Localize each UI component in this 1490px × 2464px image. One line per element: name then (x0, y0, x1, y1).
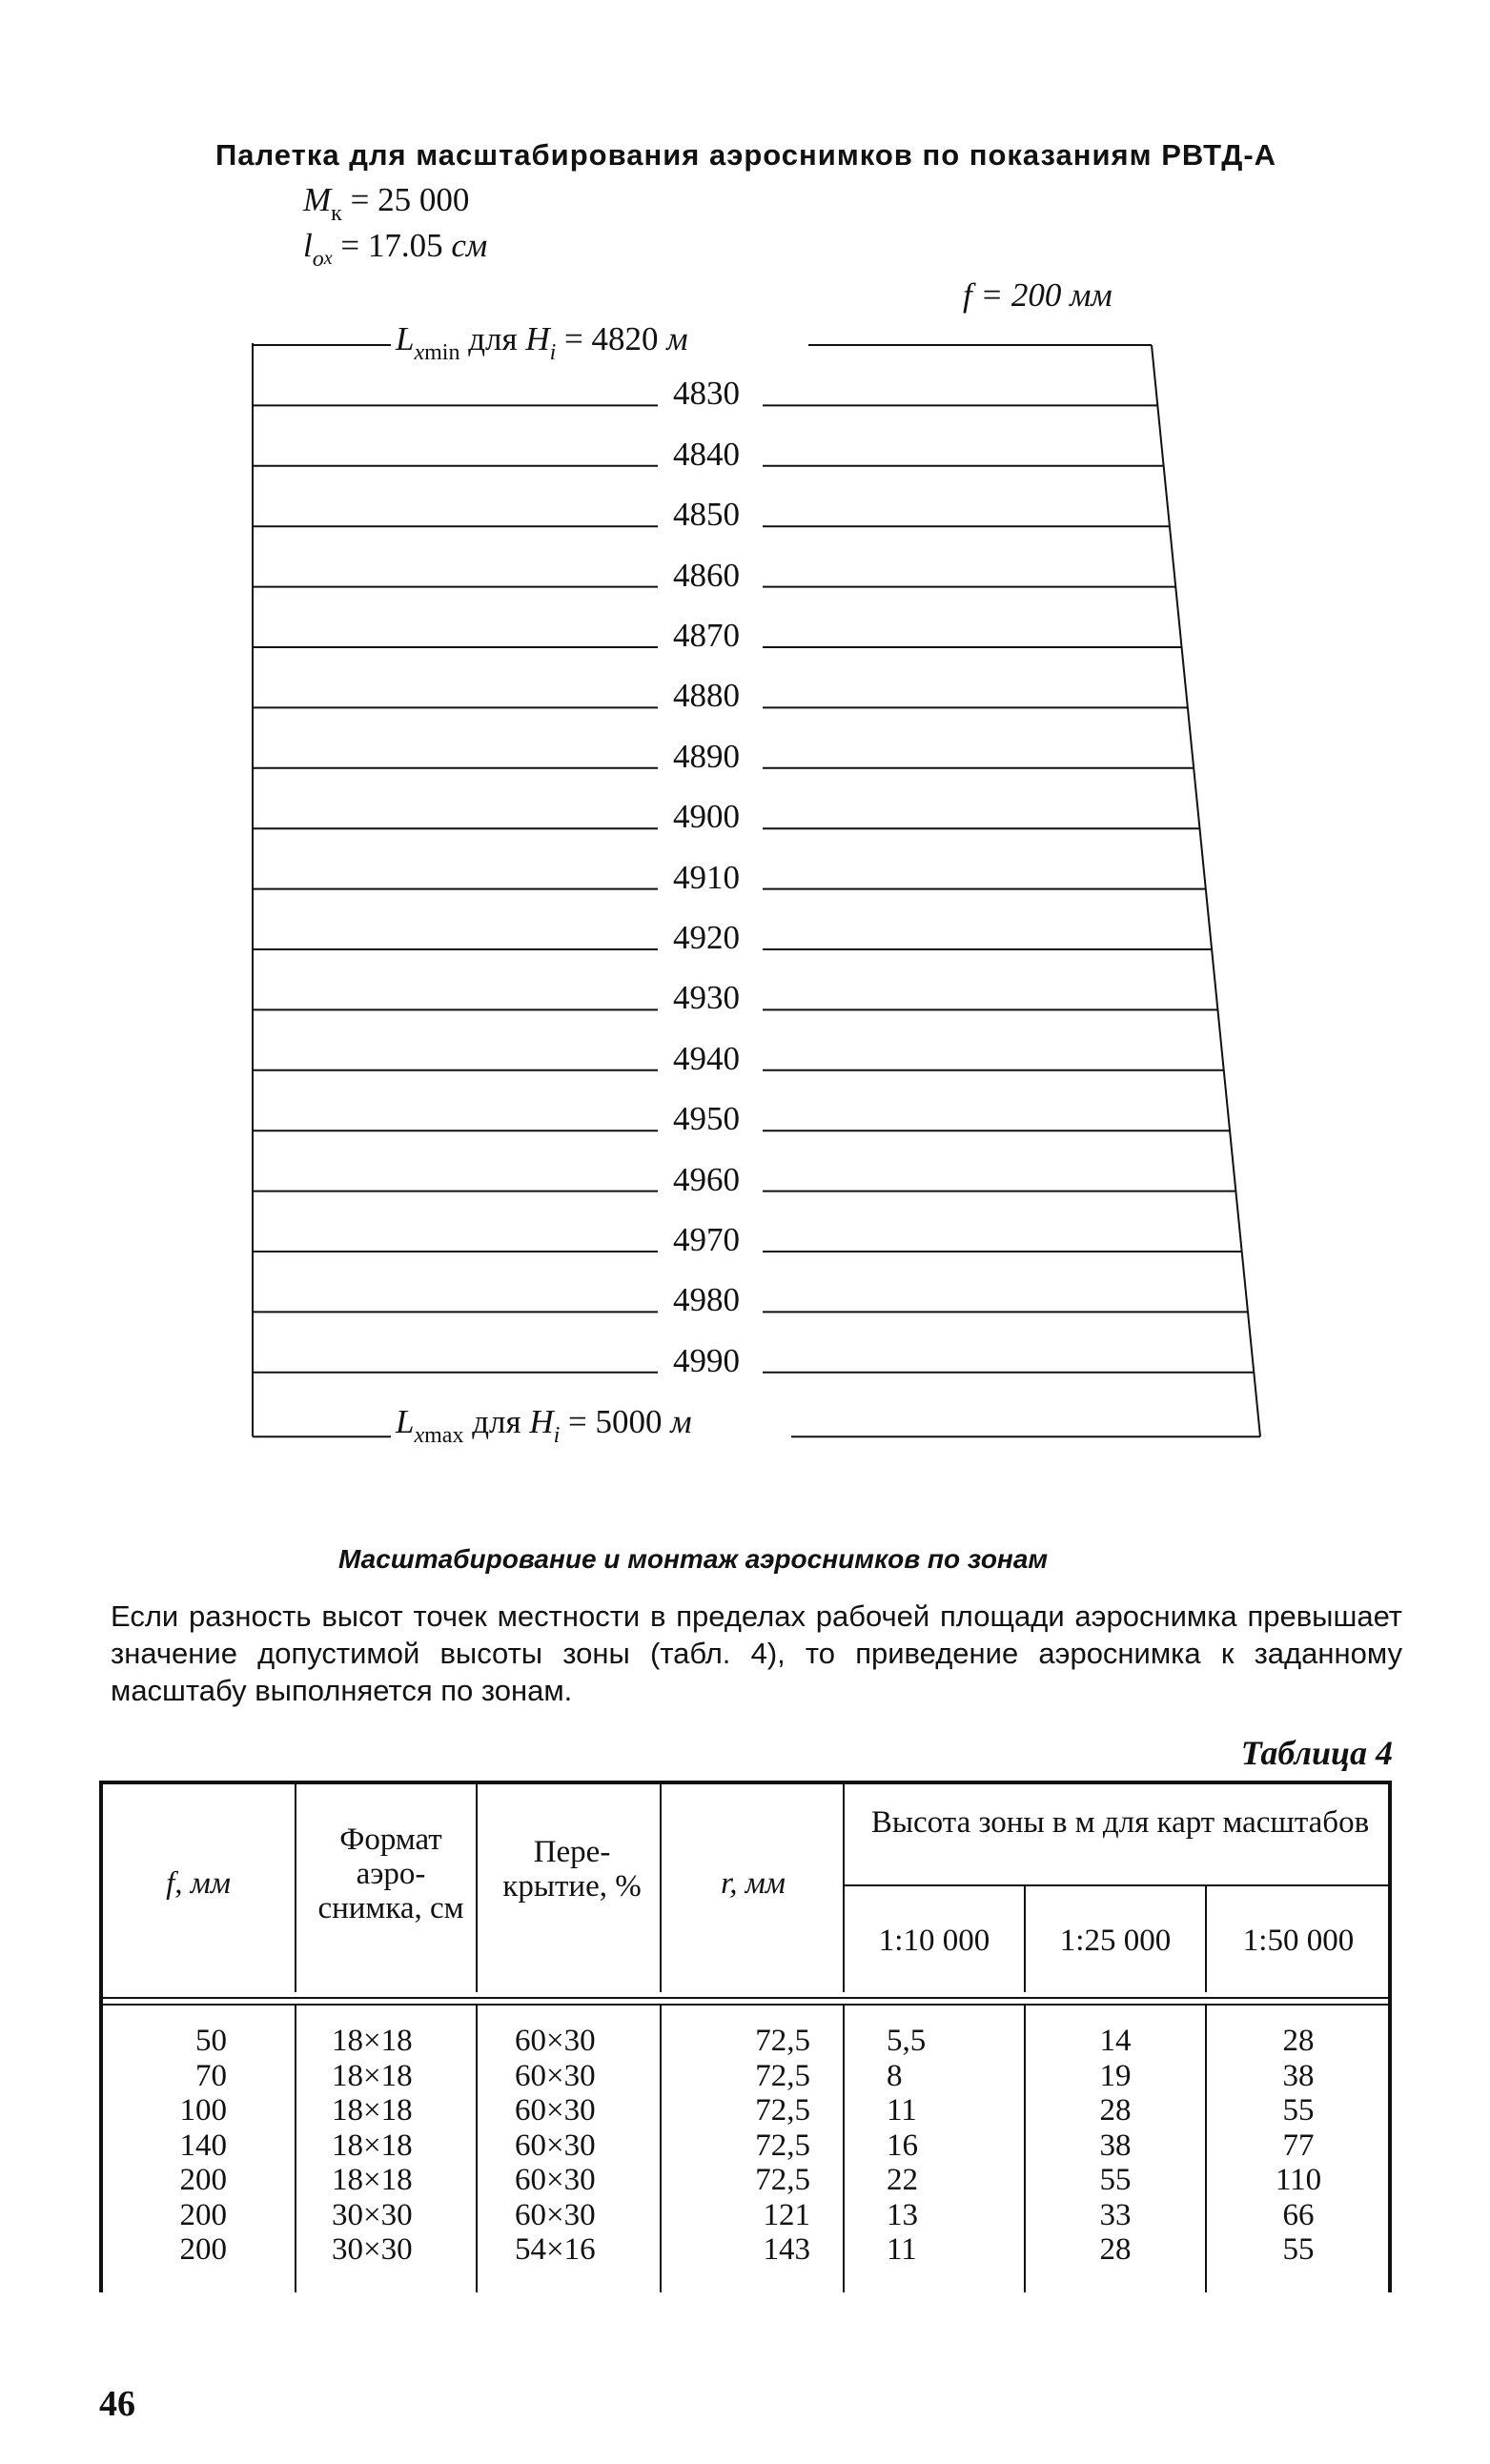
table-cell: 77 (1282, 2128, 1315, 2163)
table-cell: 140 (179, 2128, 227, 2163)
height-label: 4870 (673, 617, 740, 654)
mk-parameter: $М_к = 25$ 000 (303, 181, 470, 226)
table-cell: 33 (1099, 2197, 1132, 2232)
table-cell: 72,5 (755, 2024, 810, 2058)
table-cell: 19 (1099, 2058, 1132, 2093)
height-label: 4890 (673, 737, 740, 775)
header-overlap: Пере-крытие, % (502, 1835, 642, 1904)
table-cell: 60×30 (515, 2024, 596, 2058)
table-cell: 60×30 (515, 2058, 596, 2093)
height-label: 4860 (673, 556, 740, 594)
palette-title: Палетка для масштабирования аэроснимков по показаниям РВТД-А (215, 138, 1277, 172)
table-cell: 30×30 (332, 2197, 413, 2232)
table-cell: 200 (179, 2197, 227, 2232)
table-cell: 11 (887, 2093, 917, 2128)
height-label: 4900 (673, 798, 740, 836)
table-cell: 18×18 (332, 2128, 413, 2163)
table-cell: 28 (1282, 2024, 1315, 2058)
lx-max-label: $L_{xmax}$ для $H_i = 5000$ м (396, 1403, 692, 1448)
height-label: 4910 (673, 858, 740, 896)
header-scale-25000: 1:25 000 (1059, 1924, 1172, 1958)
table-cell: 60×30 (515, 2093, 596, 2128)
table-cell: 18×18 (332, 2093, 413, 2128)
table-cell: 8 (887, 2058, 903, 2093)
height-label: 4930 (673, 979, 740, 1017)
height-label: 4950 (673, 1100, 740, 1138)
table-cell: 18×18 (332, 2024, 413, 2058)
table-cell: 55 (1282, 2232, 1315, 2267)
table-cell: 66 (1282, 2197, 1315, 2232)
table-cell: 30×30 (332, 2232, 413, 2267)
lx-min-label: $L_{xmin}$ для $H_i = 4820$ м (396, 320, 688, 365)
table-cell: 22 (887, 2163, 918, 2197)
height-label: 4840 (673, 435, 740, 473)
table-cell: 72,5 (755, 2128, 810, 2163)
height-label: 4850 (673, 496, 740, 534)
table-cell: 60×30 (515, 2128, 596, 2163)
height-label: 4830 (673, 375, 740, 413)
table-cell: 28 (1099, 2232, 1132, 2267)
table-caption: Таблица 4 (1240, 1734, 1393, 1772)
zones-paragraph: Если разность высот точек местности в пределах рабочей площади аэроснимка превышает значение допустимой высоты зоны (табл. 4), то приведение аэроснимка к заданному масштабу выполняется по зонам. (111, 1599, 1402, 1707)
table-cell: 110 (1275, 2163, 1322, 2197)
height-label: 4970 (673, 1221, 740, 1258)
table-cell: 55 (1282, 2093, 1315, 2128)
table-cell: 70 (195, 2058, 227, 2093)
height-label: 4920 (673, 919, 740, 956)
table-cell: 18×18 (332, 2163, 413, 2197)
header-zone-height: Высота зоны в м для карт масштабов (870, 1805, 1370, 1840)
height-label: 4980 (673, 1281, 740, 1319)
table-cell: 28 (1099, 2093, 1132, 2128)
lox-parameter: $l_{ox} = 17.05$ см (303, 227, 488, 272)
table-cell: 60×30 (515, 2197, 596, 2232)
header-format: Формат аэро-снимка, см (317, 1823, 464, 1925)
table-cell: 72,5 (755, 2058, 810, 2093)
table-cell: 14 (1099, 2024, 1132, 2058)
table-cell: 11 (887, 2232, 917, 2267)
table-cell: 5,5 (887, 2024, 927, 2058)
table-cell: 16 (887, 2128, 918, 2163)
zones-section-title: Масштабирование и монтаж аэроснимков по зонам (338, 1544, 1049, 1574)
header-scale-10000: 1:10 000 (878, 1924, 990, 1958)
table-cell: 60×30 (515, 2163, 596, 2197)
table-cell: 38 (1282, 2058, 1315, 2093)
table-cell: 200 (179, 2232, 227, 2267)
table-cell: 143 (763, 2232, 810, 2267)
table-cell: 72,5 (755, 2093, 810, 2128)
header-r: r, мм (721, 1866, 786, 1901)
height-label: 4960 (673, 1160, 740, 1198)
table-cell: 18×18 (332, 2058, 413, 2093)
table-cell: 38 (1099, 2128, 1132, 2163)
table-cell: 55 (1099, 2163, 1132, 2197)
table-cell: 121 (763, 2197, 810, 2232)
page-number: 46 (99, 2384, 135, 2424)
table-cell: 200 (179, 2163, 227, 2197)
table-cell: 13 (887, 2197, 918, 2232)
table-cell: 50 (195, 2024, 227, 2058)
table-cell: 72,5 (755, 2163, 810, 2197)
table-cell: 100 (179, 2093, 227, 2128)
height-label: 4990 (673, 1341, 740, 1379)
focal-length: f = 200 мм (963, 276, 1112, 314)
header-f: f, мм (166, 1866, 231, 1901)
header-scale-50000: 1:50 000 (1242, 1924, 1355, 1958)
table-cell: 54×16 (515, 2232, 596, 2267)
height-label: 4880 (673, 677, 740, 715)
height-label: 4940 (673, 1039, 740, 1077)
